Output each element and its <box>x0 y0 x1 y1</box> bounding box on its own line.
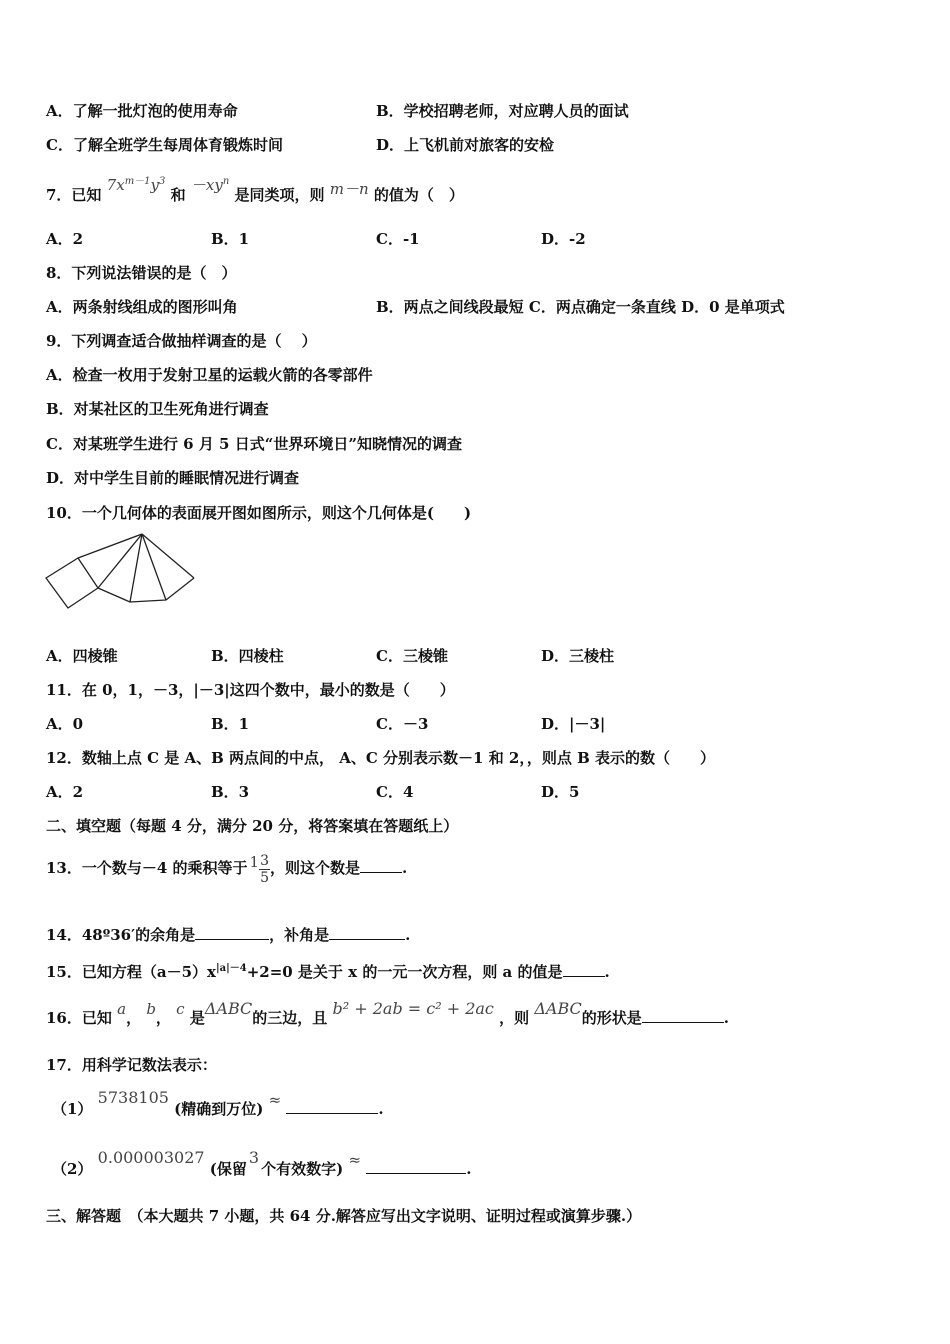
q12-option-c: C．4 <box>376 783 414 801</box>
q9-option-b: B．对某社区的卫生死角进行调查 <box>46 400 269 418</box>
q10-option-b: B．四棱柱 <box>211 647 284 665</box>
q7-option-d: D．-2 <box>541 230 586 248</box>
q6-option-c: C．了解全班学生每周体育锻炼时间 <box>46 136 283 154</box>
q12-option-b: B．3 <box>211 783 250 801</box>
q17-part-1: （1） 5738105 (精确到万位) ≈ . <box>52 1088 384 1118</box>
q10-option-d: D．三棱柱 <box>541 647 615 665</box>
q11-option-a: A．0 <box>46 715 84 733</box>
question-13: 13．一个数与－4 的乘积等于 1 $\frac{3}{5}$ ，则这个数是 . <box>46 852 408 886</box>
q10-option-a: A．四棱锥 <box>46 647 118 665</box>
q8-options-bcd: B．两点之间线段最短 C．两点确定一条直线 D．0 是单项式 <box>376 298 785 316</box>
question-12: 12．数轴上点 C 是 A、B 两点间的中点， A、C 分别表示数－1 和 2，，则点 B 表示的数（ ） <box>46 749 715 767</box>
question-16: 16．已知 a， b， c 是ΔABC的三边，且 b² + 2ab = c² + 2ac ，则 ΔABC的形状是 . <box>46 999 730 1027</box>
question-9: 9．下列调查适合做抽样调查的是（ ） <box>46 332 317 350</box>
q6-option-d: D．上飞机前对旅客的安检 <box>376 136 555 154</box>
q7-option-b: B．1 <box>211 230 250 248</box>
q12-option-a: A．2 <box>46 783 84 801</box>
q9-option-c: C．对某班学生进行 6 月 5 日式“世界环境日”知晓情况的调查 <box>46 435 462 453</box>
question-11: 11．在 0，1，－3，|－3|这四个数中，最小的数是（ ） <box>46 681 455 699</box>
question-17: 17．用科学记数法表示： <box>46 1056 217 1074</box>
q9-option-a: A．检查一枚用于发射卫星的运载火箭的各零部件 <box>46 366 373 384</box>
q11-option-d: D．|－3| <box>541 715 606 733</box>
q10-option-c: C．三棱锥 <box>376 647 448 665</box>
q7-option-c: C．-1 <box>376 230 420 248</box>
q17-part-2: （2） 0.000003027 (保留3个有效数字) ≈ . <box>52 1148 472 1178</box>
q6-option-a: A．了解一批灯泡的使用寿命 <box>46 102 238 120</box>
q6-option-b: B．学校招聘老师，对应聘人员的面试 <box>376 102 629 120</box>
q9-option-d: D．对中学生目前的睡眠情况进行调查 <box>46 469 300 487</box>
q12-option-d: D．5 <box>541 783 580 801</box>
question-7: 7．已知 $7x^{m-1}y^3$ 和 $-xy^n$ 是同类项，则 m－n 的值为（ ） <box>46 176 464 204</box>
net-diagram <box>40 530 200 612</box>
q8-option-a: A．两条射线组成的图形叫角 <box>46 298 238 316</box>
question-10: 10．一个几何体的表面展开图如图所示，则这个几何体是( ) <box>46 504 472 522</box>
section-2-heading: 二、填空题（每题 4 分，满分 20 分，将答案填在答题纸上） <box>46 817 459 835</box>
question-15: 15．已知方程$(a-5)x^{|a|-4}+2=0$ 是关于 x 的一元一次方程，则 a 的值是 . <box>46 963 610 981</box>
section-3-heading: 三、解答题 （本大题共 7 小题，共 64 分.解答应写出文字说明、证明过程或演算步骤.） <box>46 1207 642 1225</box>
question-8: 8．下列说法错误的是（ ） <box>46 264 237 282</box>
q7-option-a: A．2 <box>46 230 84 248</box>
q11-option-b: B．1 <box>211 715 250 733</box>
question-14: 14．48º36′的余角是 ，补角是 . <box>46 926 411 944</box>
q11-option-c: C．－3 <box>376 715 429 733</box>
